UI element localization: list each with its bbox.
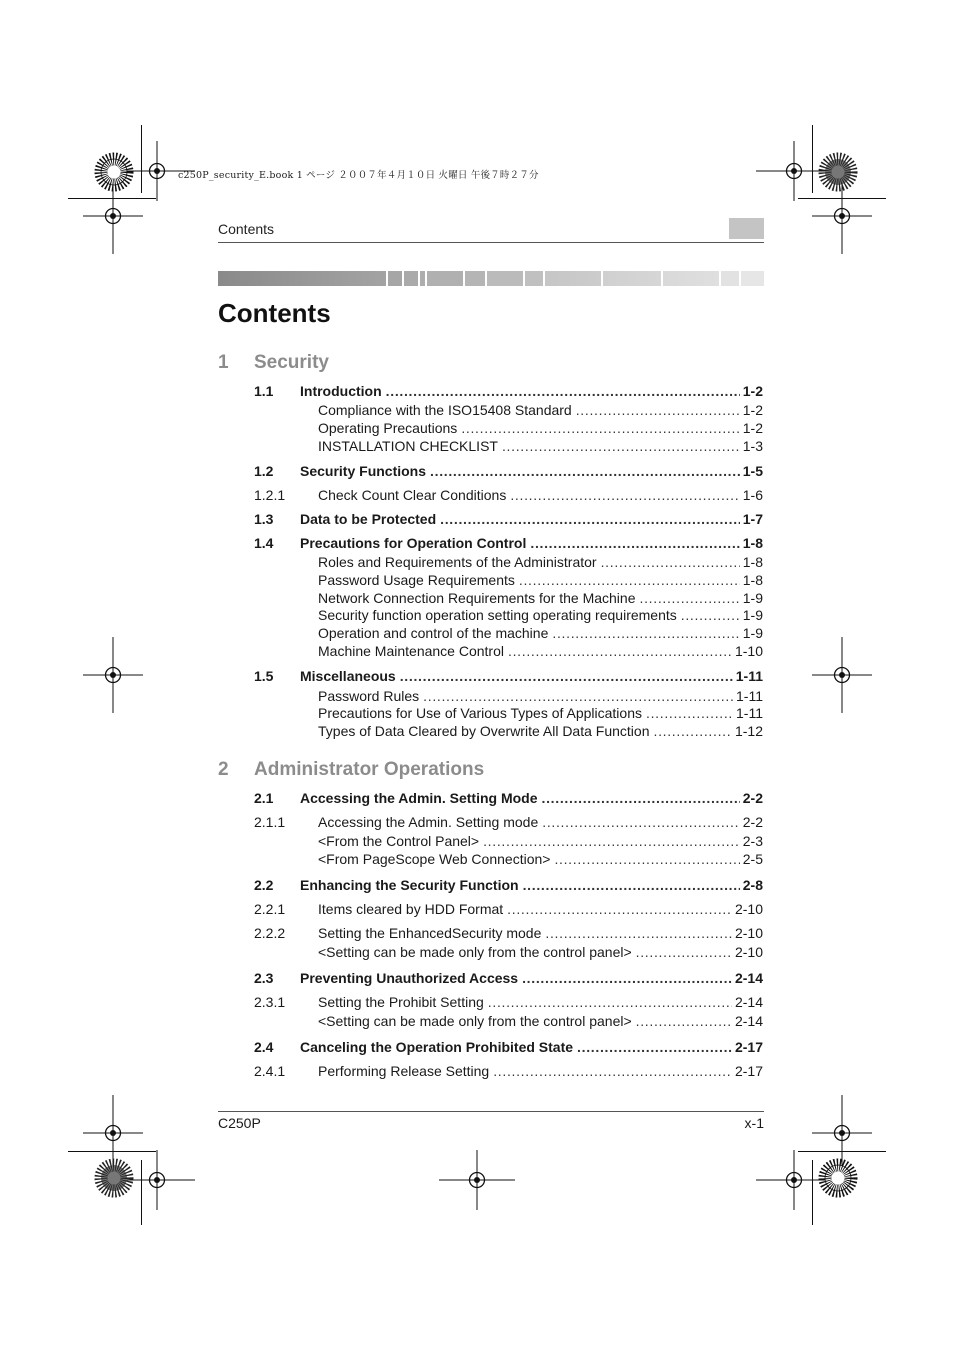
toc-entry-title: Roles and Requirements of the Administrator xyxy=(318,554,597,570)
toc-entry-title: Machine Maintenance Control xyxy=(318,643,504,659)
toc-entry[interactable] xyxy=(254,850,763,868)
dot-leader xyxy=(601,553,740,571)
toc-entry-page: 2-10 xyxy=(734,925,763,941)
toc-entry-page: 1-12 xyxy=(734,723,763,739)
footer-rule xyxy=(218,1111,764,1112)
running-head: Contents xyxy=(218,221,275,237)
toc-entry[interactable] xyxy=(254,462,763,480)
toc-entry-title: Precautions for Use of Various Types of Applications xyxy=(318,705,642,721)
toc-entry[interactable] xyxy=(254,642,763,660)
toc-entry[interactable] xyxy=(254,876,763,894)
toc-entry[interactable] xyxy=(254,624,763,642)
toc-entry-title: Operating Precautions xyxy=(318,420,458,436)
toc-entry-page: 1-5 xyxy=(742,463,763,479)
toc-entry-page: 1-8 xyxy=(742,572,763,588)
toc-entry-title: Accessing the Admin. Setting Mode xyxy=(300,790,538,806)
dot-leader xyxy=(554,850,739,868)
toc-entry-page: 1-2 xyxy=(742,420,763,436)
toc-entry-title: Canceling the Operation Prohibited State xyxy=(300,1039,574,1055)
toc-entry-title: Password Rules xyxy=(318,688,420,704)
toc-entry-title: Setting the Prohibit Setting xyxy=(318,994,484,1010)
toc-entry-page: 1-7 xyxy=(742,511,763,527)
toc-entry-title: Security Functions xyxy=(300,463,427,479)
toc-entry-title: Check Count Clear Conditions xyxy=(318,487,507,503)
toc-entry-page: 2-3 xyxy=(742,833,763,849)
toc-entry[interactable] xyxy=(254,789,763,807)
dot-leader xyxy=(636,1012,732,1030)
toc-entry-title: Enhancing the Security Function xyxy=(300,877,519,893)
toc-entry[interactable] xyxy=(254,993,763,1011)
toc-entry-title: Introduction xyxy=(300,383,382,399)
toc-entry-title: Network Connection Requirements for the Machine xyxy=(318,590,636,606)
header-rule xyxy=(218,242,764,243)
dot-leader xyxy=(510,486,739,504)
toc-entry-page: 1-8 xyxy=(742,535,763,551)
toc-entry-number: 1.4 xyxy=(254,535,274,551)
dot-leader xyxy=(646,704,733,722)
toc-entry-number: 2.4.1 xyxy=(254,1063,286,1079)
dot-leader xyxy=(577,1038,732,1056)
toc-entry-page: 1-10 xyxy=(734,643,763,659)
toc-entry[interactable] xyxy=(254,832,763,850)
toc-entry-page: 2-2 xyxy=(742,790,763,806)
toc-entry[interactable] xyxy=(254,924,763,942)
toc-entry[interactable] xyxy=(254,813,763,831)
toc-entry[interactable] xyxy=(254,486,763,504)
toc-entry-number: 2.1.1 xyxy=(254,814,286,830)
toc-entry-title: Setting the EnhancedSecurity mode xyxy=(318,925,542,941)
toc-entry-number: 2.3 xyxy=(254,970,274,986)
chapter-title: Security xyxy=(254,352,329,373)
toc-entry-page: 1-6 xyxy=(742,487,763,503)
dot-leader xyxy=(523,876,740,894)
toc-entry-page: 2-10 xyxy=(734,901,763,917)
dot-leader xyxy=(461,419,739,437)
toc-entry-number: 2.2 xyxy=(254,877,274,893)
toc-entry-page: 2-2 xyxy=(742,814,763,830)
toc-entry-title: <From the Control Panel> xyxy=(318,833,480,849)
toc-entry-title: Miscellaneous xyxy=(300,668,396,684)
toc-entry-title: Security function operation setting operating requirements xyxy=(318,607,677,623)
toc-entry[interactable] xyxy=(254,687,763,705)
toc-entry-page: 1-3 xyxy=(742,438,763,454)
toc-entry-title: Password Usage Requirements xyxy=(318,572,515,588)
toc-entry[interactable] xyxy=(254,401,763,419)
toc-entry-title: Items cleared by HDD Format xyxy=(318,901,504,917)
toc-entry-page: 1-2 xyxy=(742,402,763,418)
toc-entry[interactable] xyxy=(254,1038,763,1056)
dot-leader xyxy=(488,993,732,1011)
dot-leader xyxy=(542,789,740,807)
toc-entry-page: 1-8 xyxy=(742,554,763,570)
dot-leader xyxy=(552,624,739,642)
toc-entry-number: 2.4 xyxy=(254,1039,274,1055)
dot-leader xyxy=(502,437,740,455)
toc-entry-title: Accessing the Admin. Setting mode xyxy=(318,814,539,830)
toc-entry-title: Types of Data Cleared by Overwrite All Data Function xyxy=(318,723,650,739)
toc-entry-number: 1.2 xyxy=(254,463,274,479)
toc-entry-title: Compliance with the ISO15408 Standard xyxy=(318,402,572,418)
dot-leader xyxy=(522,969,732,987)
dot-leader xyxy=(530,534,739,552)
toc-entry[interactable] xyxy=(254,704,763,722)
toc-entry-page: 1-11 xyxy=(736,705,763,721)
toc-entry-page: 2-5 xyxy=(742,851,763,867)
footer-model: C250P xyxy=(218,1115,261,1131)
toc-entry-page: 2-8 xyxy=(742,877,763,893)
toc-entry-title: <Setting can be made only from the control panel> xyxy=(318,1013,632,1029)
dot-leader xyxy=(483,832,740,850)
toc-entry-number: 2.1 xyxy=(254,790,274,806)
toc-entry-page: 1-9 xyxy=(742,590,763,606)
toc-entry-title: Performing Release Setting xyxy=(318,1063,490,1079)
toc-entry-number: 2.2.2 xyxy=(254,925,286,941)
dot-leader xyxy=(430,462,740,480)
toc-entry-page: 1-9 xyxy=(742,625,763,641)
toc-entry-title: Preventing Unauthorized Access xyxy=(300,970,519,986)
header-tab xyxy=(729,218,764,239)
toc-entry-title: INSTALLATION CHECKLIST xyxy=(318,438,498,454)
toc-entry[interactable] xyxy=(254,553,763,571)
toc-entry[interactable] xyxy=(254,943,763,961)
dot-leader xyxy=(507,900,732,918)
toc-entry[interactable] xyxy=(254,900,763,918)
toc-entry-number: 1.2.1 xyxy=(254,487,286,503)
toc-entry-number: 2.3.1 xyxy=(254,994,286,1010)
toc-entry-number: 1.1 xyxy=(254,383,274,399)
toc-entry-number: 1.5 xyxy=(254,668,274,684)
toc-entry-page: 1-11 xyxy=(736,688,763,704)
dot-leader xyxy=(440,510,740,528)
toc-entry[interactable] xyxy=(254,534,763,552)
footer-page-number: x-1 xyxy=(744,1115,764,1131)
toc-entry[interactable] xyxy=(254,382,763,400)
dot-leader xyxy=(681,606,740,624)
toc-entry-title: <Setting can be made only from the control panel> xyxy=(318,944,632,960)
toc-entry[interactable] xyxy=(254,571,763,589)
toc-entry-number: 2.2.1 xyxy=(254,901,286,917)
decorative-gradient-bar xyxy=(218,271,764,286)
dot-leader xyxy=(423,687,733,705)
dot-leader xyxy=(400,667,733,685)
chapter-heading xyxy=(218,759,484,781)
toc-entry-title: Precautions for Operation Control xyxy=(300,535,527,551)
toc-entry[interactable] xyxy=(254,589,763,607)
page-title: Contents xyxy=(218,298,331,328)
print-slug: c250P_security_E.book 1 ページ ２００７年４月１０日 火曜日 午後７時２７分 xyxy=(178,170,539,181)
toc-entry-number: 1.3 xyxy=(254,511,274,527)
toc-entry-page: 2-10 xyxy=(734,944,763,960)
toc-entry-title: <From PageScope Web Connection> xyxy=(318,851,551,867)
chapter-title: Administrator Operations xyxy=(254,759,485,780)
toc-entry-title: Data to be Protected xyxy=(300,511,437,527)
chapter-number: 1 xyxy=(218,352,229,373)
dot-leader xyxy=(636,943,732,961)
dot-leader xyxy=(386,382,740,400)
chapter-number: 2 xyxy=(218,759,229,780)
toc-entry[interactable] xyxy=(254,437,763,455)
dot-leader xyxy=(640,589,740,607)
toc-entry[interactable] xyxy=(254,1062,763,1080)
toc-entry-page: 2-14 xyxy=(734,1013,763,1029)
toc-entry-page: 1-11 xyxy=(735,668,763,684)
toc-entry[interactable] xyxy=(254,606,763,624)
toc-entry-page: 1-9 xyxy=(742,607,763,623)
dot-leader xyxy=(653,722,731,740)
toc-entry[interactable] xyxy=(254,667,763,685)
dot-leader xyxy=(493,1062,732,1080)
toc-entry[interactable] xyxy=(254,722,763,740)
toc-entry[interactable] xyxy=(254,1012,763,1030)
toc-entry[interactable] xyxy=(254,969,763,987)
toc-entry-page: 2-14 xyxy=(734,994,763,1010)
toc-entry-title: Operation and control of the machine xyxy=(318,625,549,641)
toc-entry-page: 2-14 xyxy=(734,970,763,986)
dot-leader xyxy=(542,813,740,831)
toc-entry-page: 1-2 xyxy=(742,383,763,399)
dot-leader xyxy=(545,924,732,942)
dot-leader xyxy=(576,401,740,419)
toc-entry[interactable] xyxy=(254,419,763,437)
toc-entry[interactable] xyxy=(254,510,763,528)
toc-entry-page: 2-17 xyxy=(734,1039,763,1055)
toc-entry-page: 2-17 xyxy=(734,1063,763,1079)
dot-leader xyxy=(508,642,732,660)
dot-leader xyxy=(519,571,740,589)
chapter-heading xyxy=(218,352,329,374)
